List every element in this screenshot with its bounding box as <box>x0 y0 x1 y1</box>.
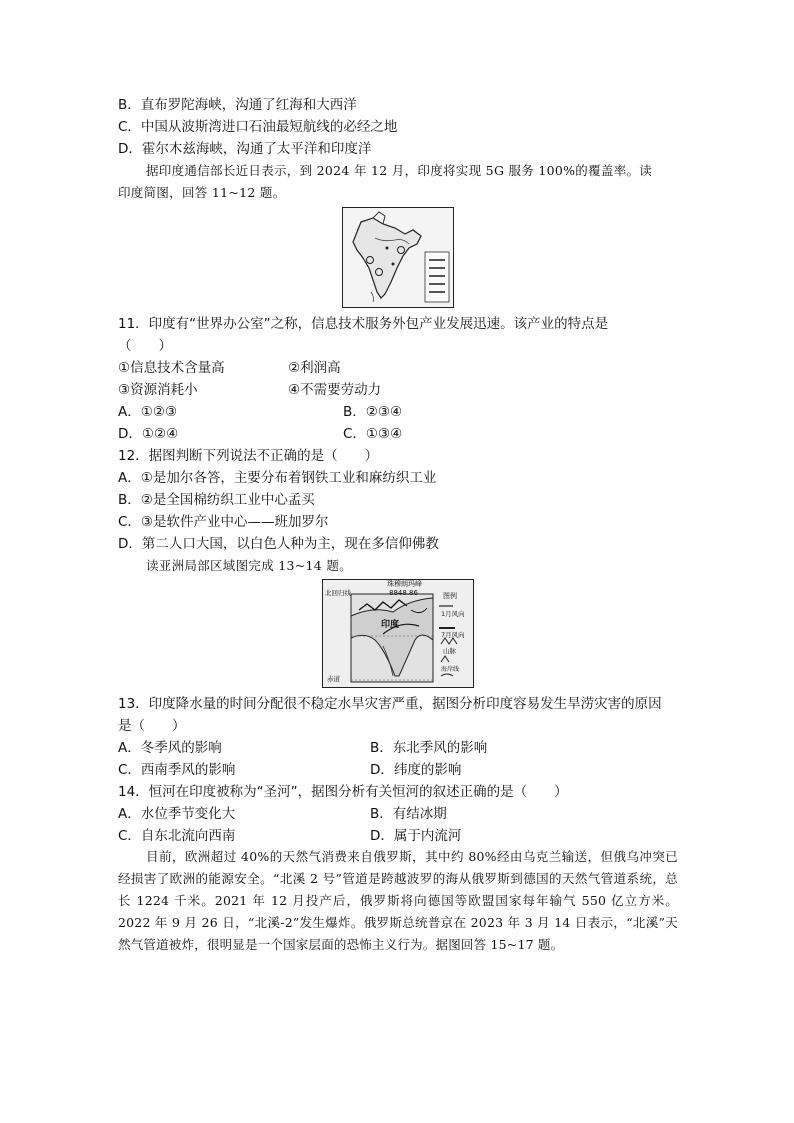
map-region-label: 印度 <box>381 620 400 630</box>
q10-option-d: D．霍尔木兹海峡，沟通了太平洋和印度洋 <box>118 141 372 157</box>
q13-stem-line2: 是（ ） <box>118 718 186 734</box>
asia-region-map <box>322 579 474 688</box>
intro-11-12-line1: 据印度通信部长近日表示，到 2024 年 12 月，印度将实现 5G 服务 100%的覆盖率。读 <box>146 163 653 178</box>
q10-option-c: C．中国从波斯湾进口石油最短航线的必经之地 <box>118 119 398 135</box>
q14-option-c: C．自东北流向西南 <box>118 828 236 844</box>
q11-blank: （ ） <box>118 338 172 354</box>
q11-option-b: B．②③④ <box>343 404 403 420</box>
q13-option-d: D．纬度的影响 <box>370 762 462 778</box>
q11-option-d: D．①②④ <box>118 426 179 442</box>
q11-item-2: ②利润高 <box>288 360 341 376</box>
q11-option-a: A．①②③ <box>118 404 178 420</box>
map-legend-coast: 海岸线 <box>441 666 460 673</box>
india-map <box>342 207 454 308</box>
q12-option-d: D．第二人口大国，以白色人种为主，现在多信仰佛教 <box>118 536 439 552</box>
q13-stem-line1: 13．印度降水量的时间分配很不稳定水旱灾害严重，据图分析印度容易发生旱涝灾害的原因 <box>118 696 662 712</box>
q12-stem: 12．据图判断下列说法不正确的是（ ） <box>118 448 379 464</box>
q11-stem: 11．印度有“世界办公室”之称，信息技术服务外包产业发展迅速。该产业的特点是 <box>118 316 609 332</box>
map-legend-mountain: 山脉 <box>443 647 456 655</box>
q14-option-a: A．水位季节变化大 <box>118 806 236 822</box>
q13-option-b: B．东北季风的影响 <box>370 740 488 756</box>
intro-11-12-line2: 印度简图，回答 11~12 题。 <box>118 185 286 200</box>
q12-option-b: B．②是全国棉纺织工业中心孟买 <box>118 492 315 508</box>
q12-option-c: C．③是软件产业中心——班加罗尔 <box>118 514 329 530</box>
passage-15-17: 目前，欧洲超过 40%的天然气消费来自俄罗斯，其中约 80%经由乌克兰输送，但俄乌冲突已经损害了欧洲的能源安全。“北溪 2 号”管道是跨越波罗的海从俄罗斯到德国的天然气管道系统，总长 1224 千米。2021 年 12 月投产后，俄罗斯将向德国等欧盟国家每年输气 550 亿立方米。2022 年 9 月 26 日，“北溪-2”发生爆炸。俄罗斯总统普京在 2023 年 3 月 14 日表示，“北溪”天然气管道被炸，很明显是一个国家层面的恐怖主义行为。据图回答 15~17 题。 <box>118 849 678 952</box>
q14-stem: 14．恒河在印度被称为“圣河”，据图分析有关恒河的叙述正确的是（ ） <box>118 784 568 800</box>
q13-option-c: C．西南季风的影响 <box>118 762 236 778</box>
q11-item-4: ④不需要劳动力 <box>288 382 382 398</box>
q11-option-c: C．①③④ <box>343 426 403 442</box>
map-tropic-label: 北回归线 <box>325 589 351 597</box>
q12-option-a: A．①是加尔各答，主要分布着钢铁工业和麻纺织工业 <box>118 470 437 486</box>
map-peak-label: 珠穆朗玛峰 <box>387 580 422 588</box>
map-legend-title: 图例 <box>443 592 457 600</box>
map-legend-jul: 7月风向 <box>441 631 465 639</box>
q11-item-1: ①信息技术含量高 <box>118 360 225 376</box>
india-map-drawing <box>343 208 453 307</box>
map-equator-label: 赤道 <box>327 675 340 683</box>
q11-item-3: ③资源消耗小 <box>118 382 198 398</box>
map-legend-jan: 1月风向 <box>441 610 465 618</box>
intro-13-14: 读亚洲局部区域图完成 13~14 题。 <box>146 558 352 573</box>
q10-option-b: B．直布罗陀海峡，沟通了红海和大西洋 <box>118 97 357 113</box>
q13-option-a: A．冬季风的影响 <box>118 740 222 756</box>
map-peak-height: 8848.86 <box>389 589 418 597</box>
q14-option-b: B．有结冰期 <box>370 806 447 822</box>
q14-option-d: D．属于内流河 <box>370 828 462 844</box>
